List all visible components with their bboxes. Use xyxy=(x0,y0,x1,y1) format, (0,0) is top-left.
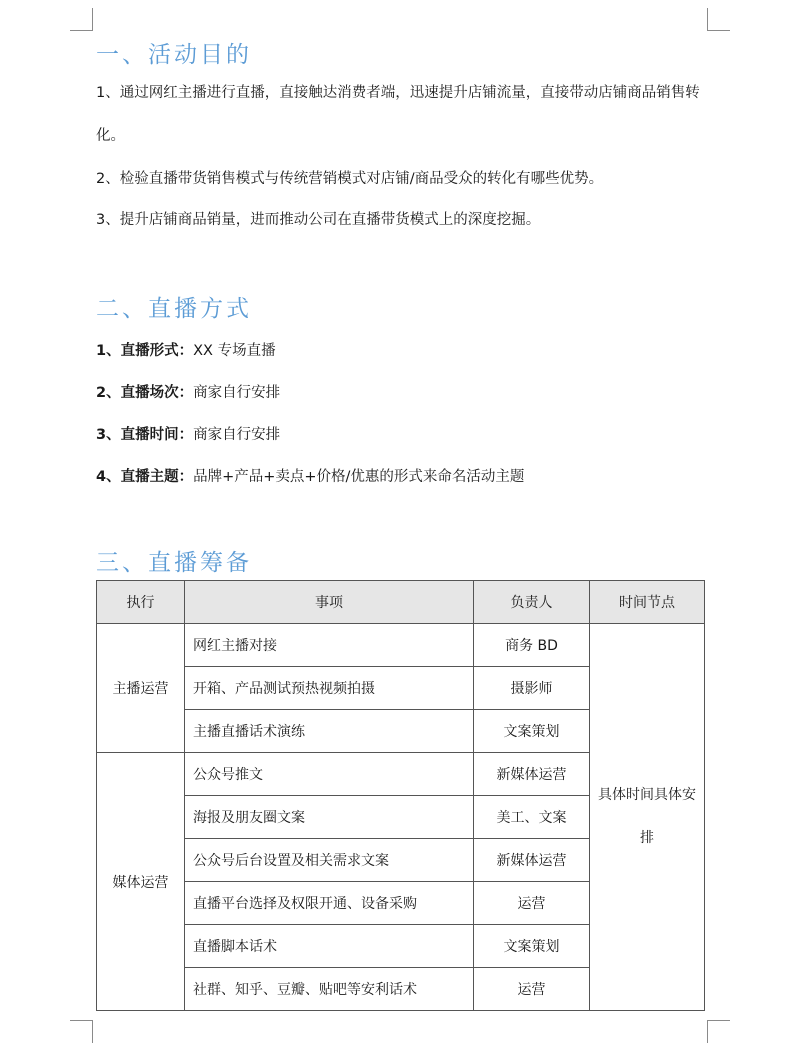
owner-cell: 新媒体运营 xyxy=(474,839,590,882)
method-item xyxy=(96,423,280,444)
header-cell: 执行 xyxy=(97,581,185,624)
preparation-table xyxy=(96,580,705,1011)
method-item xyxy=(96,339,276,360)
table-row xyxy=(97,624,705,667)
task-cell: 直播脚本话术 xyxy=(185,925,474,968)
method-item-label: 1、直播形式： xyxy=(96,343,194,359)
method-item-label: 3、直播时间： xyxy=(96,427,194,443)
header-cell: 时间节点 xyxy=(590,581,705,624)
method-item-label: 2、直播场次： xyxy=(96,385,194,401)
task-cell: 公众号推文 xyxy=(185,753,474,796)
section-heading-purpose: 一、活动目的 xyxy=(96,42,252,68)
task-cell: 网红主播对接 xyxy=(185,624,474,667)
table-header-row xyxy=(97,581,705,624)
time-cell: 具体时间具体安排 xyxy=(590,624,705,1011)
header-cell: 负责人 xyxy=(474,581,590,624)
task-cell: 直播平台选择及权限开通、设备采购 xyxy=(185,882,474,925)
owner-cell: 美工、文案 xyxy=(474,796,590,839)
task-cell: 公众号后台设置及相关需求文案 xyxy=(185,839,474,882)
crop-mark-bottom-right xyxy=(707,1020,730,1043)
owner-cell: 商务 BD xyxy=(474,624,590,667)
method-item-value: 商家自行安排 xyxy=(193,385,281,401)
task-cell: 社群、知乎、豆瓣、贴吧等安利话术 xyxy=(185,968,474,1011)
crop-mark-top-left xyxy=(70,8,93,31)
section-heading-method: 二、直播方式 xyxy=(96,296,252,322)
group-cell-media-ops: 媒体运营 xyxy=(97,753,185,1011)
purpose-paragraph-3: 3、提升店铺商品销量，进而推动公司在直播带货模式上的深度挖掘。 xyxy=(96,212,541,228)
section-heading-preparation: 三、直播筹备 xyxy=(96,550,252,576)
header-cell: 事项 xyxy=(185,581,474,624)
task-cell: 主播直播话术演练 xyxy=(185,710,474,753)
method-item-value: 品牌+产品+卖点+价格/优惠的形式来命名活动主题 xyxy=(193,469,525,485)
method-item-value: 商家自行安排 xyxy=(193,427,281,443)
purpose-paragraph-1: 1、通过网红主播进行直播，直接触达消费者端，迅速提升店铺流量，直接带动店铺商品销售转化。 xyxy=(96,85,700,144)
method-item-value: XX 专场直播 xyxy=(193,343,276,359)
owner-cell: 运营 xyxy=(474,882,590,925)
owner-cell: 摄影师 xyxy=(474,667,590,710)
method-item-label: 4、直播主题： xyxy=(96,469,194,485)
group-cell-anchor-ops: 主播运营 xyxy=(97,624,185,753)
owner-cell: 文案策划 xyxy=(474,925,590,968)
owner-cell: 文案策划 xyxy=(474,710,590,753)
method-item xyxy=(96,381,280,402)
crop-mark-bottom-left xyxy=(70,1020,93,1043)
method-item xyxy=(96,465,524,486)
owner-cell: 运营 xyxy=(474,968,590,1011)
task-cell: 海报及朋友圈文案 xyxy=(185,796,474,839)
purpose-paragraph-2: 2、检验直播带货销售模式与传统营销模式对店铺/商品受众的转化有哪些优势。 xyxy=(96,171,604,187)
owner-cell: 新媒体运营 xyxy=(474,753,590,796)
crop-mark-top-right xyxy=(707,8,730,31)
task-cell: 开箱、产品测试预热视频拍摄 xyxy=(185,667,474,710)
